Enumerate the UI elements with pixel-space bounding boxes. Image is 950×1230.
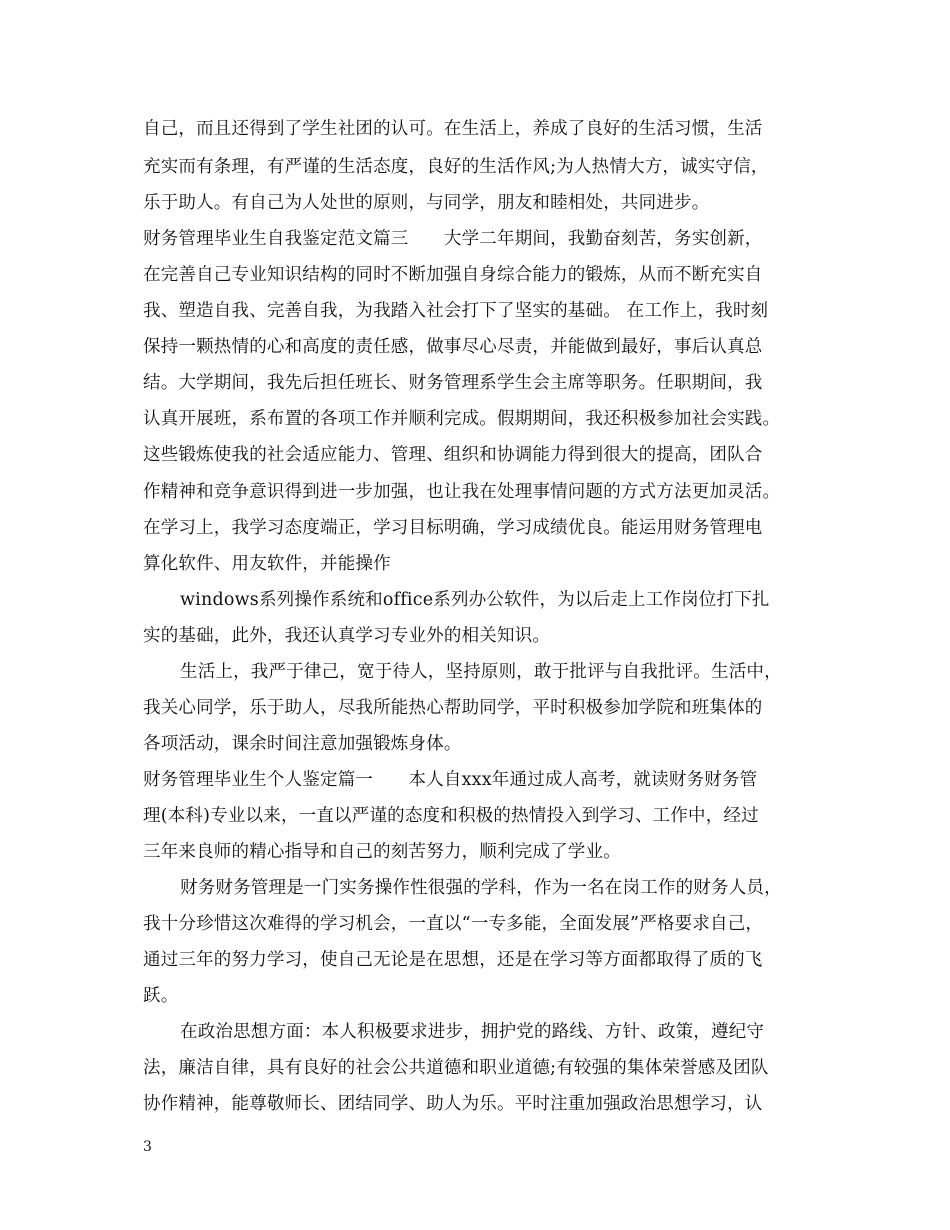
- body-text-line: 财务财务管理是一门实务操作性很强的学科，作为一名在岗工作的财务人员，: [180, 878, 782, 898]
- body-text-line: 通过三年的努力学习，使自己无论是在思想，还是在学习等方面都取得了质的飞: [143, 950, 763, 970]
- body-text-line: 生活上，我严于律己，宽于待人，坚持原则，敢于批评与自我批评。生活中，: [180, 662, 782, 682]
- body-text-line: 协作精神，能尊敬师长、团结同学、助人为乐。平时注重加强政治思想学习，认: [143, 1094, 763, 1114]
- body-text-line: 我十分珍惜这次难得的学习机会，一直以“一专多能，全面发展”严格要求自己，: [143, 914, 764, 934]
- page-number: 3: [143, 1139, 152, 1155]
- body-text-line: 这些锻炼使我的社会适应能力、管理、组织和协调能力得到很大的提高，团队合: [143, 445, 763, 465]
- body-text-line: 乐于助人。有自己为人处世的原则，与同学，朋友和睦相处，共同进步。: [143, 193, 710, 213]
- body-text-line: 算化软件、用友软件，并能操作: [143, 554, 391, 574]
- body-text-line: 充实而有条理，有严谨的生活态度，良好的生活作风;为人热情大方，诚实守信，: [143, 157, 769, 177]
- body-text-line: 跃。: [143, 986, 179, 1006]
- body-text-line: 各项活动，课余时间注意加强锻炼身体。: [143, 734, 462, 754]
- body-text-line: 自己，而且还得到了学生社团的认可。在生活上，养成了良好的生活习惯，生活: [143, 119, 763, 139]
- body-text-line: 我关心同学，乐于助人，尽我所能热心帮助同学，平时积极参加学院和班集体的: [143, 698, 763, 718]
- body-text-line: 在完善自己专业知识结构的同时不断加强自身综合能力的锻炼，从而不断充实自: [143, 265, 763, 285]
- body-text-line: windows系列操作系统和office系列办公软件，为以后走上工作岗位打下扎: [180, 590, 770, 610]
- body-text-line: 法，廉洁自律，具有良好的社会公共道德和职业道德;有较强的集体荣誉感及团队: [143, 1058, 769, 1078]
- body-text-line: 结。大学期间，我先后担任班长、财务管理系学生会主席等职务。任职期间，我: [143, 373, 763, 393]
- body-text-line: 在政治思想方面：本人积极要求进步，拥护党的路线、方针、政策，遵纪守: [180, 1022, 765, 1042]
- body-text-line: 保持一颗热情的心和高度的责任感，做事尽心尽责，并能做到最好，事后认真总: [143, 337, 763, 357]
- body-text-line: 我、塑造自我、完善自我，为我踏入社会打下了坚实的基础。 在工作上，我时刻: [143, 301, 769, 321]
- body-text-line: 在学习上，我学习态度端正，学习目标明确，学习成绩优良。能运用财务管理电: [143, 518, 763, 538]
- section-heading-line: 财务管理毕业生自我鉴定范文篇三 大学二年期间，我勤奋刻苦，务实创新，: [143, 229, 763, 249]
- body-text-line: 作精神和竞争意识得到进一步加强，也让我在处理事情问题的方式方法更加灵活。: [143, 482, 781, 502]
- body-text-line: 理(本科)专业以来，一直以严谨的态度和积极的热情投入到学习、工作中，经过: [143, 806, 759, 826]
- body-text-line: 三年来良师的精心指导和自己的刻苦努力，顺利完成了学业。: [143, 842, 621, 862]
- section-heading-line: 财务管理毕业生个人鉴定篇一 本人自xxx年通过成人高考，就读财务财务管: [143, 770, 758, 790]
- body-text-line: 实的基础，此外，我还认真学习专业外的相关知识。: [143, 626, 551, 646]
- body-text-line: 认真开展班，系布置的各项工作并顺利完成。假期期间，我还积极参加社会实践。: [143, 409, 781, 429]
